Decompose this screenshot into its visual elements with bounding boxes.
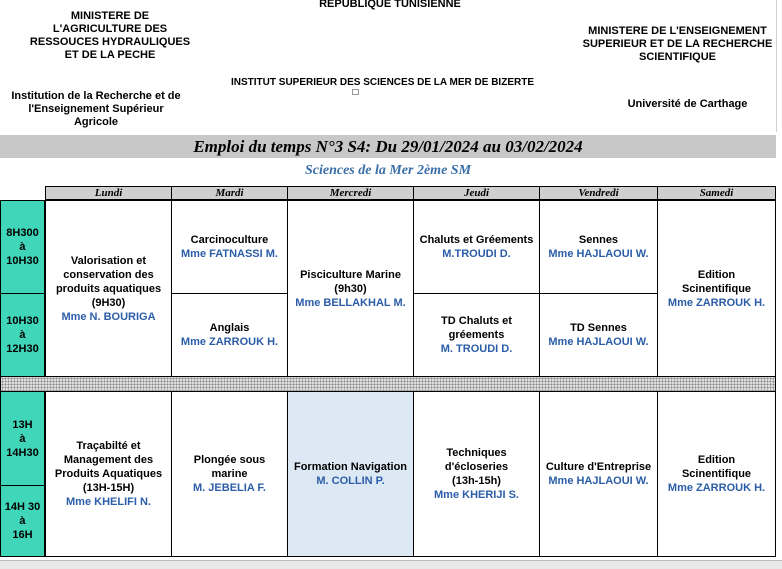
- lunch-break-separator: [0, 376, 776, 392]
- republique-title: REPUBLIQUE TUNISIENNE: [319, 0, 461, 10]
- time-slot-2: 10H30 à 12H30: [0, 293, 45, 377]
- time-slot-3: 13H à 14H30: [0, 391, 45, 486]
- day-header-samedi: Samedi: [657, 186, 776, 200]
- session-jeudi-2: TD Chaluts et gréements M. TROUDI D.: [413, 293, 540, 377]
- session-vendredi-2: TD Sennes Mme HAJLAOUI W.: [539, 293, 658, 377]
- time-slot-1: 8H300 à 10H30: [0, 200, 45, 294]
- session-vendredi-1: Sennes Mme HAJLAOUI W.: [539, 200, 658, 294]
- small-marker-icon: [352, 89, 359, 95]
- session-mardi-2: Anglais Mme ZARROUK H.: [171, 293, 288, 377]
- time-slot-4: 14H 30 à 16H: [0, 485, 45, 557]
- right-ministry: MINISTERE DE L'ENSEIGNEMENT SUPERIEUR ET DE LA RECHERCHE SCIENTIFIQUE: [582, 25, 773, 63]
- session-vendredi-afternoon: Culture d'Entreprise Mme HAJLAOUI W.: [539, 391, 658, 557]
- university-name: Université de Carthage: [627, 98, 748, 110]
- day-header-vendredi: Vendredi: [539, 186, 658, 200]
- session-samedi-afternoon: Edition Scinentifique Mme ZARROUK H.: [657, 391, 776, 557]
- day-header-mercredi: Mercredi: [287, 186, 414, 200]
- session-mercredi-afternoon: Formation Navigation M. COLLIN P.: [287, 391, 414, 557]
- session-samedi-morning: Edition Scinentifique Mme ZARROUK H.: [657, 200, 776, 377]
- schedule-title: Emploi du temps N°3 S4: Du 29/01/2024 au 03/02/2024: [0, 135, 776, 158]
- left-ministry: MINISTERE DE L'AGRICULTURE DES RESSOUCES HYDRAULIQUES ET DE LA PECHE: [29, 10, 191, 61]
- session-lundi-afternoon: Traçabilté et Management des Produits Aquatiques (13H-15H) Mme KHELIFI N.: [45, 391, 172, 557]
- session-mardi-afternoon: Plongée sous marine M. JEBELIA F.: [171, 391, 288, 557]
- left-institution: Institution de la Recherche et de l'Enseignement Supérieur Agricole: [11, 90, 181, 128]
- session-jeudi-afternoon: Techniques d'écloseries (13h-15h) Mme KHERIJI S.: [413, 391, 540, 557]
- session-jeudi-1: Chaluts et Gréements M.TROUDI D.: [413, 200, 540, 294]
- class-subtitle: Sciences de la Mer 2ème SM: [304, 163, 472, 178]
- institute-name: INSTITUT SUPERIEUR DES SCIENCES DE LA MER DE BIZERTE: [231, 77, 534, 88]
- session-mercredi-morning: Pisciculture Marine (9h30) Mme BELLAKHAL M.: [287, 200, 414, 377]
- session-mardi-1: Carcinoculture Mme FATNASSI M.: [171, 200, 288, 294]
- day-header-lundi: Lundi: [45, 186, 172, 200]
- day-header-mardi: Mardi: [171, 186, 288, 200]
- header-gridline: [776, 0, 777, 132]
- day-header-jeudi: Jeudi: [413, 186, 540, 200]
- session-lundi-morning: Valorisation et conservation des produits aquatiques (9H30) Mme N. BOURIGA: [45, 200, 172, 377]
